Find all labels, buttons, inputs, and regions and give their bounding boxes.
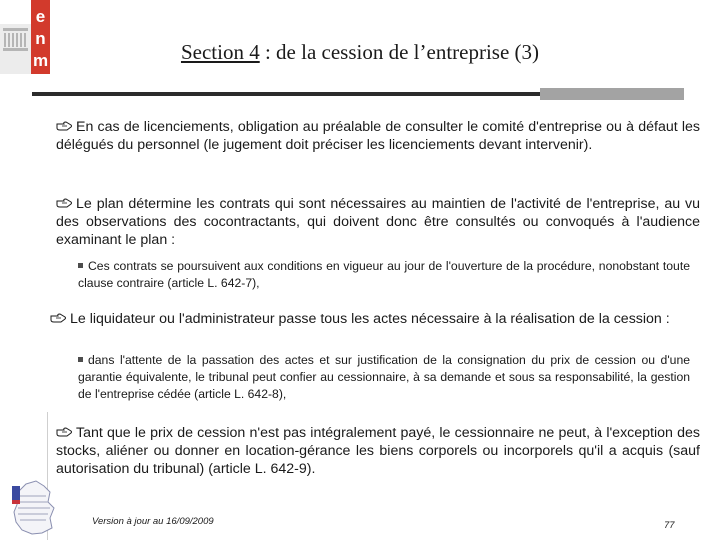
svg-text:n: n [35, 29, 46, 48]
pointing-hand-icon [56, 427, 72, 437]
paragraph-text: En cas de licenciements, obligation au préalable de consulter le comité d'entreprise ou à défaut les délégués du personnel (le jugement doit préciser les licenciements devant intervenir). [56, 119, 700, 153]
paragraph-text: Tant que le prix de cession n'est pas intégralement payé, le cessionnaire ne peut, à l'exception des stocks, aliéner ou donner en location-gérance les biens corporels ou incorporels qu'il a acquis (sauf autorisation du tribunal) (article L. 642-9). [56, 425, 700, 477]
pointing-hand-icon [56, 198, 72, 208]
svg-text:e: e [35, 7, 46, 26]
pointing-hand-icon [56, 121, 72, 131]
square-bullet-icon [78, 263, 83, 268]
title-rule-accent [540, 88, 684, 100]
subitem-contrats [78, 258, 690, 292]
square-bullet-icon [78, 357, 83, 362]
ministry-seal [6, 478, 68, 538]
paragraph-text: Le liquidateur ou l'administrateur passe tous les actes nécessaire à la réalisation de la cession : [70, 311, 670, 327]
title-section: Section 4 [180, 40, 260, 64]
svg-text:m: m [32, 51, 49, 70]
paragraph-prix-cession [56, 424, 700, 478]
paragraph-liquidateur [50, 310, 690, 328]
paragraph-text: Le plan détermine les contrats qui sont nécessaires au maintien de l'activité de l'entreprise, au vu des observations des cocontractants, qui doivent donc être consultés ou convoqués à l'audience examinant le plan : [56, 196, 700, 248]
page-title [0, 40, 720, 65]
pointing-hand-icon [50, 313, 66, 323]
subitem-text: dans l'attente de la passation des actes et sur justification de la consignation du prix de cession ou d'une garantie équivalente, le tribunal peut confier au cessionnaire, à sa demande et sous sa responsabilité, la gestion de l'entreprise cédée (article L. 642-8), [78, 353, 690, 401]
subitem-text: Ces contrats se poursuivent aux conditions en vigueur au jour de l'ouverture de la procédure, nonobstant toute clause contraire (article L. 642-7), [78, 259, 690, 290]
paragraph-plan [56, 195, 700, 249]
paragraph-licenciements [56, 118, 700, 154]
page-number: 77 [664, 520, 675, 531]
version-note: Version à jour au 16/09/2009 [92, 516, 214, 527]
title-rest: : de la cession de l’entreprise (3) [259, 40, 540, 64]
subitem-attente [78, 352, 690, 403]
